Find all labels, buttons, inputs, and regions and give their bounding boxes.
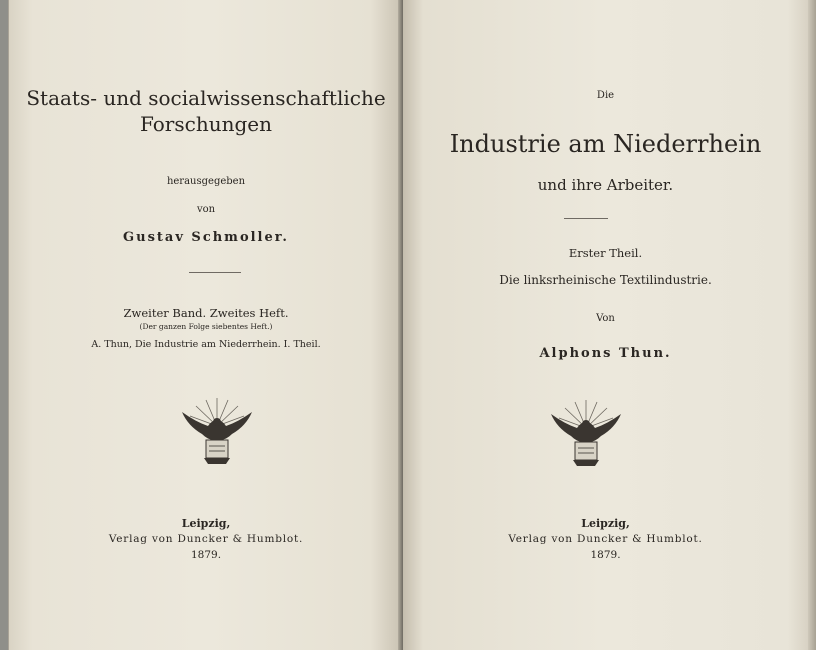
city: Leipzig, [181, 517, 231, 530]
divider [189, 272, 241, 273]
edited-by: herausgegeben [166, 176, 246, 187]
series-title-line2: Forschungen [139, 112, 272, 136]
year: 1879. [590, 549, 621, 561]
von-label: von [196, 204, 216, 215]
part-label: Erster Theil. [568, 246, 643, 260]
divider [564, 218, 608, 219]
von-label: Von [596, 313, 615, 324]
contents-line: A. Thun, Die Industrie am Niederrhein. I. Theil. [91, 339, 321, 350]
eagle-printers-mark-icon [176, 396, 258, 468]
right-page [403, 0, 808, 650]
series-note: (Der ganzen Folge siebentes Heft.) [139, 322, 273, 331]
publisher: Verlag von Duncker & Humblot. [108, 533, 304, 545]
publisher: Verlag von Duncker & Humblot. [508, 533, 703, 545]
left-page [8, 0, 402, 650]
part-title: Die linksrheinische Textilindustrie. [499, 273, 712, 287]
city: Leipzig, [581, 517, 630, 530]
volume-info: Zweiter Band. Zweites Heft. [123, 306, 289, 320]
book-subtitle: und ihre Arbeiter. [537, 176, 674, 194]
die-label: Die [596, 90, 615, 101]
book-title: Industrie am Niederrhein [449, 130, 762, 158]
editor-name: Gustav Schmoller. [123, 230, 289, 245]
eagle-printers-mark-icon [545, 398, 627, 470]
series-title-line1: Staats- und socialwissenschaftliche [26, 86, 386, 110]
page-edges [808, 0, 816, 650]
author-name: Alphons Thun. [539, 346, 672, 361]
year: 1879. [190, 549, 222, 561]
